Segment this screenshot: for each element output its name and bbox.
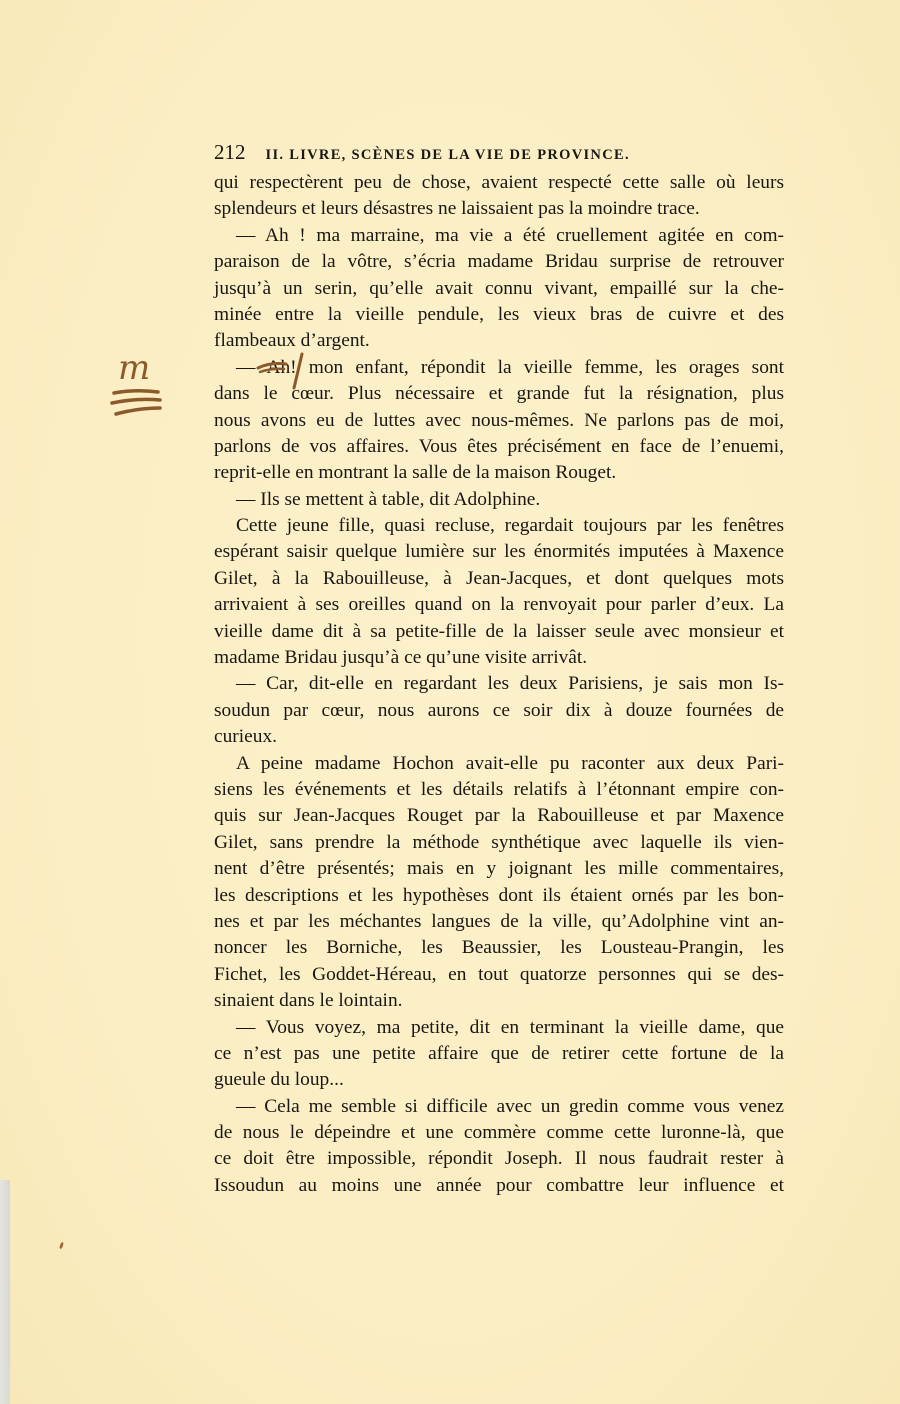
text-line: paraison de la vôtre, s’écria madame Bridau surprise de retrouver bbox=[214, 251, 784, 273]
text-line: vieille dame dit à sa petite-fille de la laisser seule avec monsieur et bbox=[214, 620, 784, 642]
text-line: parlons de vos affaires. Vous êtes précisément en face de l’enuemi, bbox=[214, 435, 784, 457]
text-line: arrivaient à ses oreilles quand on la renvoyait pour parler d’eux. La bbox=[214, 594, 784, 616]
text-line: — Vous voyez, ma petite, dit en terminant la vieille dame, que bbox=[236, 1016, 784, 1038]
text-line: espérant saisir quelque lumière sur les énormités imputées à Maxence bbox=[214, 541, 784, 563]
text-line: jusqu’à un serin, qu’elle avait connu vivant, empaillé sur la che- bbox=[214, 277, 784, 299]
text-line: nes et par les méchantes langues de la ville, qu’Adolphine vint an- bbox=[214, 910, 784, 932]
text-line: — Ah ! ma marraine, ma vie a été cruellement agitée en com- bbox=[236, 224, 784, 246]
text-line: siens les événements et les détails relatifs à l’étonnant empire con- bbox=[214, 778, 784, 800]
text-line: quis sur Jean-Jacques Rouget par la Rabouilleuse et par Maxence bbox=[214, 805, 784, 827]
text-line: Cette jeune fille, quasi recluse, regardait toujours par les fenêtres bbox=[236, 515, 784, 537]
text-line: Gilet, à la Rabouilleuse, à Jean-Jacques, et dont quelques mots bbox=[214, 567, 784, 589]
text-line: Gilet, sans prendre la méthode synthétique avec laquelle ils vien- bbox=[214, 831, 784, 853]
text-line: splendeurs et leurs désastres ne laissaient pas la moindre trace. bbox=[214, 198, 700, 220]
text-line: qui respectèrent peu de chose, avaient respecté cette salle où leurs bbox=[214, 172, 784, 193]
text-line: Issoudun au moins une année pour combattre leur influence et bbox=[214, 1174, 784, 1196]
text-line: sinaient dans le lointain. bbox=[214, 990, 403, 1012]
text-line: — Ils se mettent à table, dit Adolphine. bbox=[236, 488, 541, 510]
text-line: — Ah! mon enfant, répondit la vieille femme, les orages sont bbox=[236, 356, 784, 378]
text-line: minée entre la vieille pendule, les vieux bras de cuivre et des bbox=[214, 303, 784, 325]
text-line: A peine madame Hochon avait-elle pu raconter aux deux Pari- bbox=[236, 752, 784, 774]
page-number: 212 bbox=[214, 140, 246, 164]
text-line: gueule du loup... bbox=[214, 1069, 344, 1091]
text-line: — Car, dit-elle en regardant les deux Parisiens, je sais mon Is- bbox=[236, 673, 784, 695]
text-line: dans le cœur. Plus nécessaire et grande fut la résignation, plus bbox=[214, 383, 784, 405]
text-line: madame Bridau jusqu’à ce qu’une visite arrivât. bbox=[214, 647, 588, 669]
body-text bbox=[214, 170, 784, 1199]
text-line: nous avons eu de luttes avec nous-mêmes. Ne parlons pas de moi, bbox=[214, 409, 784, 431]
text-line: de nous le dépeindre et une commère comme cette luronne-là, que bbox=[214, 1122, 784, 1144]
text-line: reprit-elle en montrant la salle de la maison Rouget. bbox=[214, 462, 617, 484]
text-line: ce doit être impossible, répondit Joseph. Il nous faudrait rester à bbox=[214, 1148, 784, 1170]
text-line: soudun par cœur, nous aurons ce soir dix à douze fournées de bbox=[214, 699, 784, 721]
text-line: ce n’est pas une petite affaire que de retirer cette fortune de la bbox=[214, 1042, 784, 1064]
text-line: nent d’être présentés; mais en y joignant les mille commentaires, bbox=[214, 858, 784, 880]
page-header bbox=[214, 140, 784, 167]
triple-underline-mark-icon bbox=[110, 386, 162, 420]
scan-edge-strip bbox=[0, 1180, 10, 1404]
strikethrough-slash-mark-icon bbox=[256, 352, 306, 392]
text-line: curieux. bbox=[214, 726, 277, 748]
margin-mark-m: m bbox=[118, 348, 151, 388]
text-line: flambeaux d’argent. bbox=[214, 330, 370, 352]
text-line: Fichet, les Goddet-Héreau, en tout quatorze personnes qui se des- bbox=[214, 963, 784, 985]
text-line: — Cela me semble si difficile avec un gredin comme vous venez bbox=[236, 1095, 784, 1117]
text-line: noncer les Borniche, les Beaussier, les Lousteau-Prangin, les bbox=[214, 937, 784, 959]
text-line: les descriptions et les hypothèses dont ils étaient ornés par les bon- bbox=[214, 884, 784, 906]
running-head: II. LIVRE, SCÈNES DE LA VIE DE PROVINCE. bbox=[265, 147, 630, 163]
